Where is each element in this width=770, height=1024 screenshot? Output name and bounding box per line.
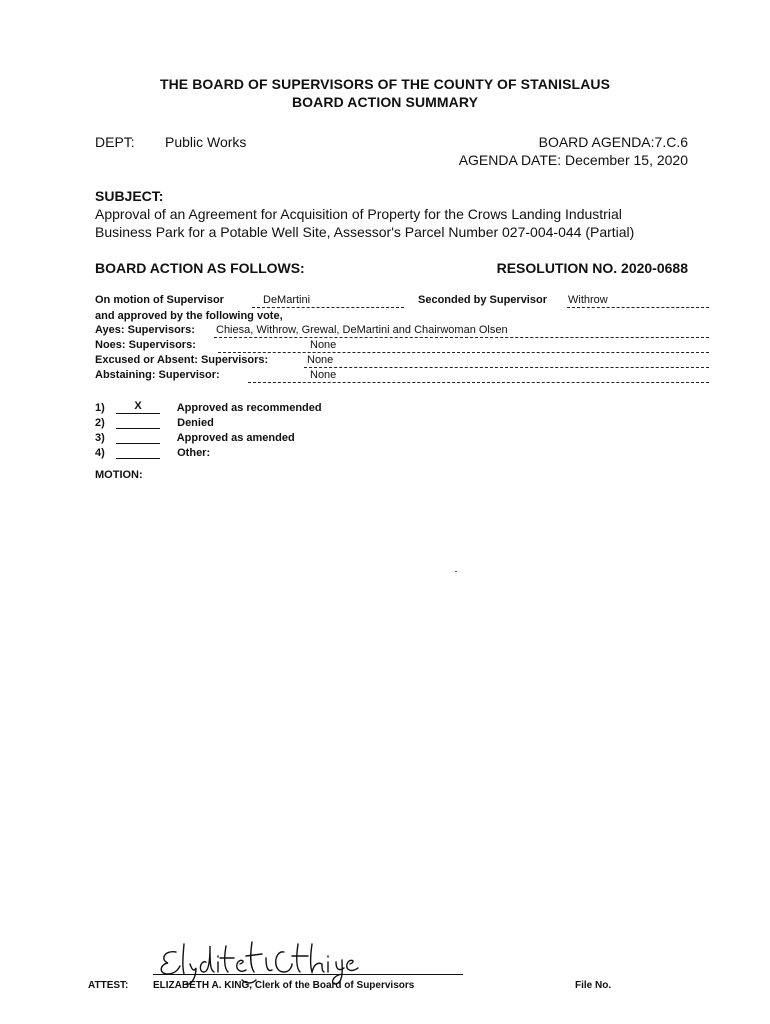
excused-underline bbox=[304, 367, 709, 368]
option-denied bbox=[95, 415, 214, 429]
option-label: Other: bbox=[177, 447, 211, 459]
option-number: 3) bbox=[95, 432, 105, 444]
option-checkmark bbox=[116, 415, 160, 429]
option-number: 1) bbox=[95, 402, 105, 414]
subject-line-1: Approval of an Agreement for Acquisition of Property for the Crows Landing Industrial bbox=[95, 206, 622, 222]
motion-label: MOTION: bbox=[95, 469, 143, 481]
abstaining-label: Abstaining: Supervisor: bbox=[95, 369, 220, 381]
noes-value: None bbox=[310, 339, 337, 351]
clerk-name: ELIZABETH A. KING, Clerk of the Board of Supervisors bbox=[153, 980, 415, 991]
motion-by-value: DeMartini bbox=[263, 294, 311, 306]
ayes-label: Ayes: Supervisors: bbox=[95, 324, 195, 336]
seconded-by-label: Seconded by Supervisor bbox=[418, 294, 547, 306]
option-label: Approved as amended bbox=[176, 432, 295, 444]
agenda-date: AGENDA DATE: December 15, 2020 bbox=[458, 152, 688, 168]
option-approved-as-amended bbox=[95, 430, 295, 444]
seconded-by-value: Withrow bbox=[568, 294, 608, 306]
option-approved-as-recommended bbox=[95, 400, 322, 414]
noes-underline bbox=[218, 352, 709, 353]
approved-by-vote-line: and approved by the following vote, bbox=[95, 310, 283, 322]
attest-label: ATTEST: bbox=[88, 980, 129, 991]
excused-label: Excused or Absent: Supervisors: bbox=[95, 354, 269, 366]
dept-value: Public Works bbox=[165, 134, 247, 150]
subject-line-2: Business Park for a Potable Well Site, Assessor's Parcel Number 027-004-044 (Partial) bbox=[95, 224, 635, 240]
file-number-label: File No. bbox=[575, 980, 612, 991]
board-agenda-number: BOARD AGENDA:7.C.6 bbox=[538, 134, 688, 150]
option-label: Approved as recommended bbox=[176, 402, 322, 414]
subject-heading: SUBJECT: bbox=[95, 188, 164, 204]
dept-label: DEPT: bbox=[95, 134, 135, 150]
option-label: Denied bbox=[177, 417, 214, 429]
seconded-by-underline bbox=[567, 307, 709, 308]
motion-by-label: On motion of Supervisor bbox=[95, 294, 224, 306]
signature-line bbox=[153, 974, 463, 975]
excused-value: None bbox=[307, 354, 334, 366]
scan-speck bbox=[455, 571, 457, 572]
document-subtitle: BOARD ACTION SUMMARY bbox=[291, 94, 479, 110]
document-title: THE BOARD OF SUPERVISORS OF THE COUNTY OF STANISLAUS bbox=[159, 76, 611, 92]
option-number: 2) bbox=[95, 417, 105, 429]
abstaining-value: None bbox=[310, 369, 337, 381]
option-checkmark bbox=[116, 430, 160, 444]
option-number: 4) bbox=[95, 447, 105, 459]
option-checkmark bbox=[116, 445, 160, 459]
option-checkmark: X bbox=[116, 400, 160, 414]
abstaining-underline bbox=[248, 382, 709, 383]
motion-by-row bbox=[95, 294, 224, 306]
motion-by-underline bbox=[252, 307, 404, 308]
ayes-underline bbox=[214, 337, 709, 338]
ayes-value: Chiesa, Withrow, Grewal, DeMartini and Chairwoman Olsen bbox=[216, 324, 508, 336]
noes-label: Noes: Supervisors: bbox=[95, 339, 196, 351]
resolution-number: RESOLUTION NO. 2020-0688 bbox=[496, 260, 688, 276]
board-action-heading: BOARD ACTION AS FOLLOWS: bbox=[95, 260, 305, 276]
option-other bbox=[95, 445, 210, 459]
